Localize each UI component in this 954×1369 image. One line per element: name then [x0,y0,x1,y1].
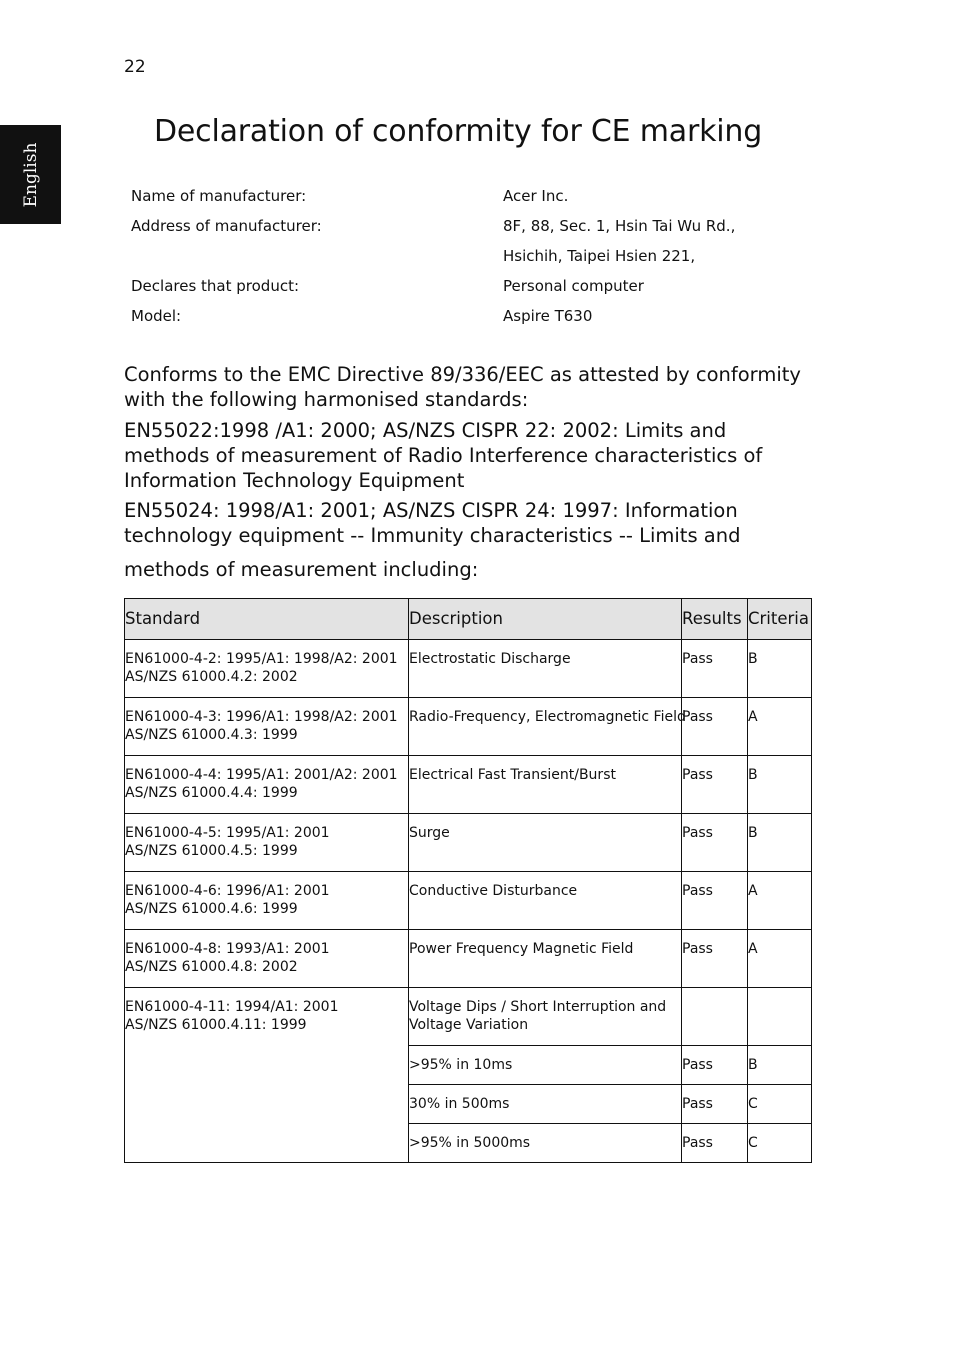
table-row [125,930,812,988]
cell-standard [125,756,409,814]
cell-description: 30% in 500ms [409,1085,682,1124]
info-value: 8F, 88, Sec. 1, Hsin Tai Wu Rd., [503,217,736,235]
paragraph-methods: methods of measurement including: [124,558,479,581]
cell-result [682,988,748,1046]
cell-description: Surge [409,814,682,872]
header-standard: Standard [125,599,409,640]
cell-result: Pass [682,872,748,930]
info-label: Declares that product: [131,277,300,295]
cell-result: Pass [682,698,748,756]
cell-result: Pass [682,1124,748,1163]
info-label: Name of manufacturer: [131,187,307,205]
cell-criteria: B [748,756,812,814]
standard-line: EN61000-4-2: 1995/A1: 1998/A2: 2001 [125,651,398,667]
cell-description: Electrostatic Discharge [409,640,682,698]
info-label: Address of manufacturer: [131,217,322,235]
cell-standard [125,930,409,988]
standard-line: EN61000-4-5: 1995/A1: 2001 [125,825,330,841]
paragraph-emc-directive: Conforms to the EMC Directive 89/336/EEC as attested by conformity with the following harmonised standards: [124,363,801,411]
info-value: Personal computer [503,277,644,295]
page-title: Declaration of conformity for CE marking [154,114,763,149]
cell-criteria: C [748,1124,812,1163]
standard-line: EN61000-4-4: 1995/A1: 2001/A2: 2001 [125,767,398,783]
paragraph-en55022: EN55022:1998 /A1: 2000; AS/NZS CISPR 22: 2002: Limits and methods of measurement of Radio Interference characteristics of Information Technology Equipment [124,419,763,492]
info-label: Model: [131,307,182,325]
cell-result: Pass [682,1085,748,1124]
cell-description: Conductive Disturbance [409,872,682,930]
cell-result: Pass [682,756,748,814]
standard-line: AS/NZS 61000.4.8: 2002 [125,959,298,975]
header-results: Results [682,599,748,640]
header-criteria: Criteria [748,599,812,640]
cell-criteria: B [748,640,812,698]
cell-standard [125,640,409,698]
cell-criteria: B [748,1046,812,1085]
standard-line: EN61000-4-3: 1996/A1: 1998/A2: 2001 [125,709,398,725]
standard-line: AS/NZS 61000.4.11: 1999 [125,1017,307,1033]
cell-criteria [748,988,812,1046]
description-line: Voltage Variation [409,1017,529,1033]
cell-result: Pass [682,640,748,698]
info-value: Acer Inc. [503,187,569,205]
table-row [125,698,812,756]
cell-standard [125,988,409,1163]
cell-description: Radio-Frequency, Electromagnetic Field [409,698,682,756]
paragraph-en55024: EN55024: 1998/A1: 2001; AS/NZS CISPR 24: 1997: Information technology equipment -- Immunity characteristics -- Limits and [124,499,741,547]
standard-line: EN61000-4-6: 1996/A1: 2001 [125,883,330,899]
table-row [125,872,812,930]
cell-criteria: A [748,698,812,756]
cell-description: Power Frequency Magnetic Field [409,930,682,988]
cell-standard [125,814,409,872]
language-side-tab-label: English [20,142,41,207]
cell-description [409,988,682,1046]
standard-line: AS/NZS 61000.4.3: 1999 [125,727,298,743]
cell-standard [125,872,409,930]
info-value: Hsichih, Taipei Hsien 221, [503,247,696,265]
standard-line: AS/NZS 61000.4.5: 1999 [125,843,298,859]
cell-criteria: B [748,814,812,872]
cell-result: Pass [682,930,748,988]
table-row [125,640,812,698]
table-row [125,756,812,814]
cell-criteria: A [748,872,812,930]
standards-table [124,598,812,1163]
info-value: Aspire T630 [503,307,593,325]
language-side-tab [0,125,61,224]
standard-line: EN61000-4-11: 1994/A1: 2001 [125,999,339,1015]
cell-standard [125,698,409,756]
cell-criteria: A [748,930,812,988]
description-line: Voltage Dips / Short Interruption and [409,999,667,1015]
table-row [125,988,812,1046]
cell-description: Electrical Fast Transient/Burst [409,756,682,814]
standard-line: AS/NZS 61000.4.6: 1999 [125,901,298,917]
cell-description: >95% in 5000ms [409,1124,682,1163]
table-header-row [125,599,812,640]
standard-line: AS/NZS 61000.4.4: 1999 [125,785,298,801]
cell-criteria: C [748,1085,812,1124]
standard-line: EN61000-4-8: 1993/A1: 2001 [125,941,330,957]
table-row [125,814,812,872]
standard-line: AS/NZS 61000.4.2: 2002 [125,669,298,685]
cell-description: >95% in 10ms [409,1046,682,1085]
cell-result: Pass [682,1046,748,1085]
cell-result: Pass [682,814,748,872]
page-number: 22 [124,57,146,77]
header-description: Description [409,599,682,640]
